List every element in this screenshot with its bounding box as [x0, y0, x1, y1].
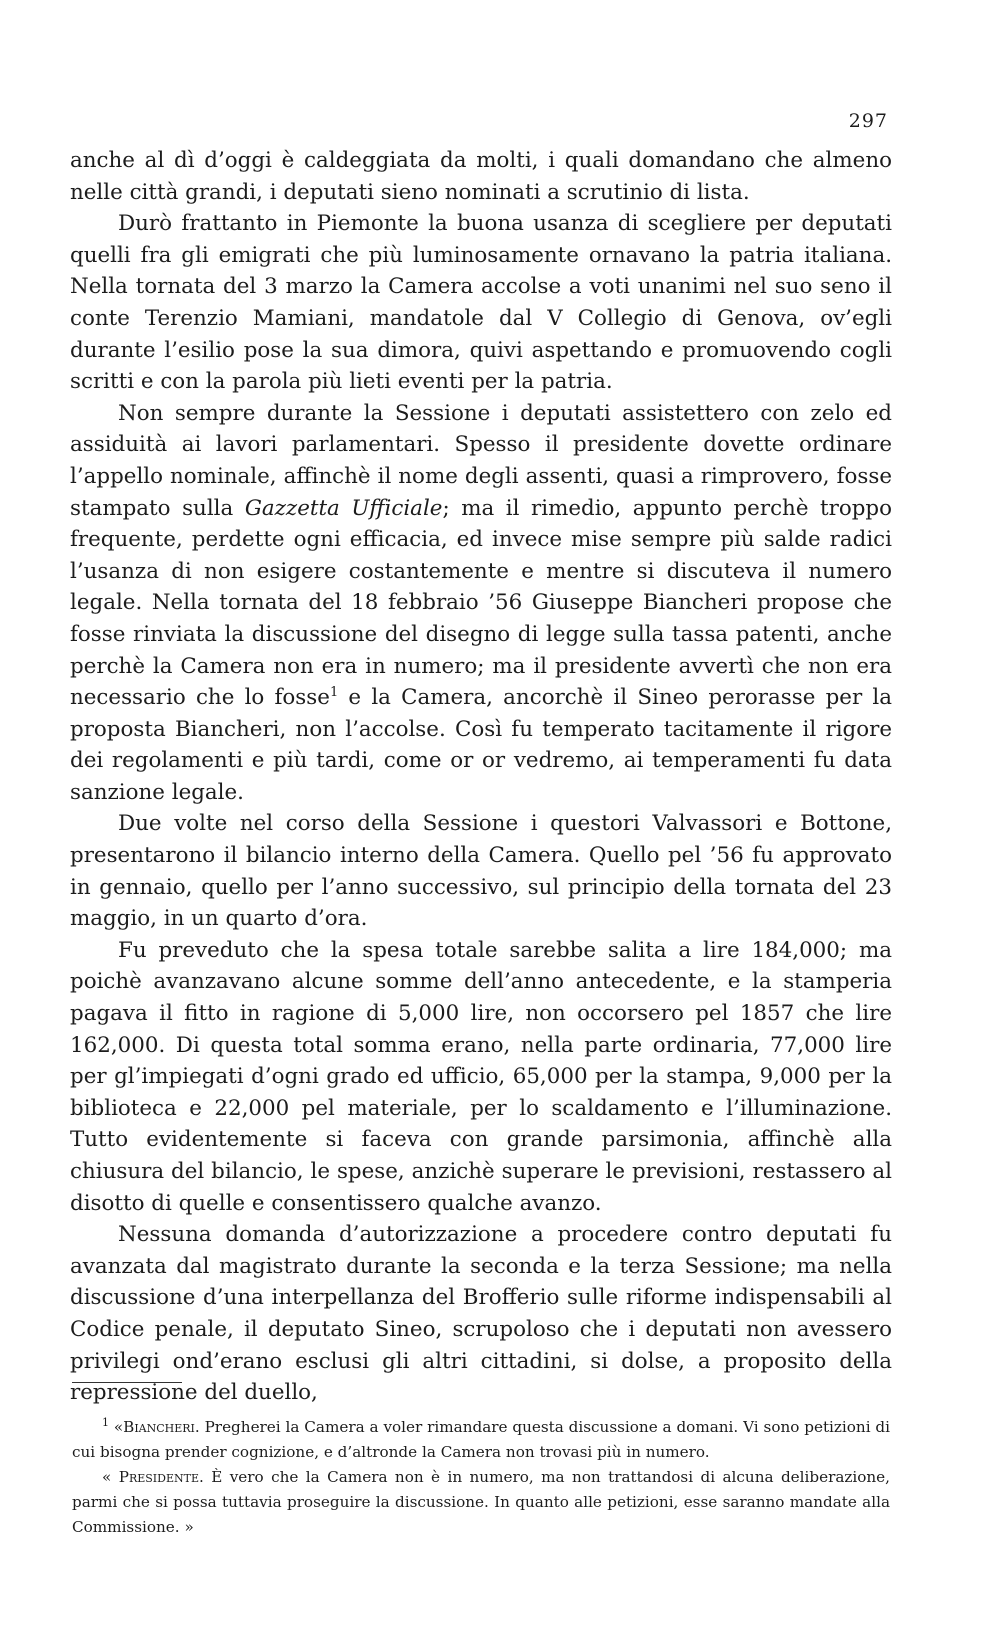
paragraph: Fu preveduto che la spesa totale sarebbe salita a lire 184,000; ma poichè avanzavano alcune somme dell’anno antecedente, e la stamperia pagava il fitto in ragione di 5,000 lire, non occorsero pel 1857 che lire 162,000. Di questa total somma erano, nella parte ordinaria, 77,000 lire per gl’impiegati d’ogni grado ed ufficio, 65,000 per la stampa, 9,000 per la biblioteca e 22,000 pel materiale, per lo scaldamento e l’illuminazione. Tutto evidentemente si faceva con grande parsimonia, affinchè alla chiusura del bilancio, le spese, anzichè superare le previsioni, restassero al disotto di quelle e consentissero qualche avanzo.: [70, 937, 892, 1216]
speaker-name: Biancheri.: [123, 1418, 200, 1436]
paragraph: anche al dì d’oggi è caldeggiata da molti, i quali domandano che almeno nelle città grandi, i deputati sieno nominati a scrutinio di lista.: [70, 148, 892, 205]
page-number: 297: [848, 110, 888, 132]
footnote-divider: [72, 1382, 182, 1383]
newspaper-title: Gazzetta Ufficiale: [244, 495, 443, 521]
quote-open: «: [113, 1418, 124, 1436]
footnote-continuation: [72, 1465, 890, 1540]
footnote: [72, 1415, 890, 1465]
footnote-reference: 1: [329, 684, 339, 700]
footnote-text: Pregherei la Camera a voler rimandare questa discussione a domani. Vi sono petizioni di cui bisogna prender cognizione, e d’altronde la Camera non trovasi più in numero.: [72, 1418, 890, 1461]
paragraph-text: Non sempre durante la Sessione i deputati assistettero con zelo ed assiduità ai lavori parlamentari. Spesso il presidente dovette ordinare l’appello nominale, affinchè il nome degli assenti, quasi a rimprovero, fosse stampato sulla: [70, 400, 892, 521]
footnote-text: È vero che la Camera non è in numero, ma non trattandosi di alcuna deliberazione, parmi che si possa tuttavia proseguire la discussione. In quanto alle petizioni, esse saranno mandate alla Commissione.: [72, 1468, 890, 1536]
paragraph: Nessuna domanda d’autorizzazione a procedere contro deputati fu avanzata dal magistrato durante la seconda e la terza Sessione; ma nella discussione d’una interpellanza del Brofferio sulle riforme indispensabili al Codice penale, il deputato Sineo, scrupoloso che i deputati non avessero privilegi ond’erano esclusi gli altri cittadini, si dolse, a proposito della repressione del duello,: [70, 1222, 892, 1406]
footnote-mark: 1: [102, 1415, 109, 1429]
paragraph: Due volte nel corso della Sessione i questori Valvassori e Bottone, presentarono il bilancio interno della Camera. Quello pel ’56 fu approvato in gennaio, quello per l’anno successivo, sul principio della tornata del 23 maggio, in un quarto d’ora.: [70, 811, 892, 932]
quote-close: »: [179, 1518, 194, 1536]
footnotes: [72, 1415, 890, 1540]
paragraph: [70, 398, 892, 809]
paragraph-text: e la Camera, ancorchè il Sineo perorasse per la proposta Biancheri, non l’accolse. Così fu temperato tacitamente il rigore dei regolamenti e più tardi, come or or vedremo, ai temperamenti fu data sanzione legale.: [70, 685, 893, 805]
paragraph-text: ; ma il rimedio, appunto perchè troppo frequente, perdette ogni efficacia, ed invece mise sempre più salde radici l’usanza di non esigere costantemente e mentre si discuteva il numero legale. Nella tornata del 18 febbraio ’56 Giuseppe Biancheri propose che fosse rinviata la discussione del disegno di legge sulla tassa patenti, anche perchè la Camera non era in numero; ma il presidente avvertì che non era necessario che lo fosse: [70, 495, 892, 711]
speaker-name: Presidente.: [118, 1468, 204, 1486]
main-text: [70, 145, 892, 1409]
paragraph: Durò frattanto in Piemonte la buona usanza di scegliere per deputati quelli fra gli emigrati che più luminosamente ornavano la patria italiana. Nella tornata del 3 marzo la Camera accolse a voti unanimi nel suo seno il conte Terenzio Mamiani, mandatole dal V Collegio di Genova, ov’egli durante l’esilio pose la sua dimora, quivi aspettando e promuovendo cogli scritti e con la parola più lieti eventi per la patria.: [70, 211, 892, 395]
quote-open: «: [102, 1468, 112, 1486]
